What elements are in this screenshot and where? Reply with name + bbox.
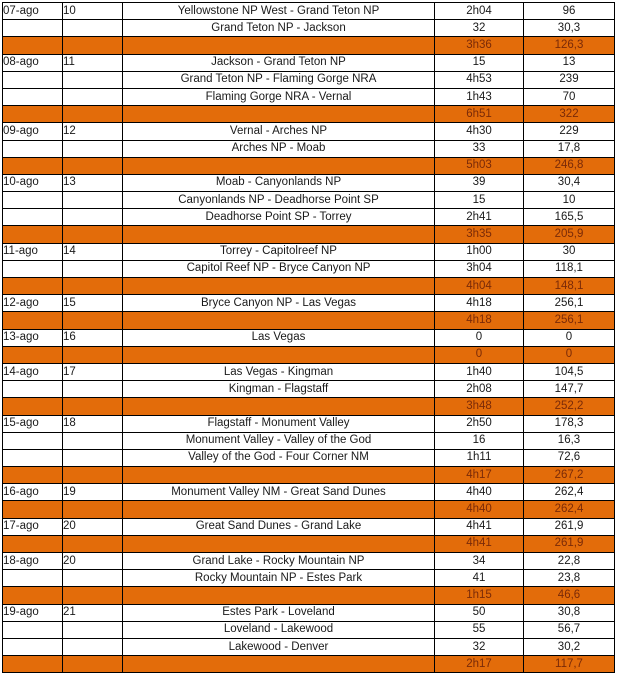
subtotal-distance-cell: 0 <box>524 346 615 363</box>
drive-time-cell: 4h53 <box>435 71 524 88</box>
day-subtotal-row <box>3 346 615 363</box>
drive-time-cell: 1h40 <box>435 363 524 380</box>
distance-cell: 13 <box>524 54 615 71</box>
date-cell: 19-ago <box>3 604 63 621</box>
leg-row <box>3 449 615 466</box>
leg-row <box>3 415 615 432</box>
subtotal-time-cell: 3h48 <box>435 398 524 415</box>
subtotal-empty-cell <box>3 398 63 415</box>
distance-cell: 229 <box>524 123 615 140</box>
day-number-cell <box>63 432 123 449</box>
day-number-cell: 10 <box>63 3 123 20</box>
subtotal-empty-cell <box>3 312 63 329</box>
subtotal-empty-cell <box>3 346 63 363</box>
day-subtotal-row <box>3 656 615 673</box>
day-subtotal-row <box>3 157 615 174</box>
drive-time-cell: 55 <box>435 621 524 638</box>
subtotal-time-cell: 6h51 <box>435 106 524 123</box>
route-cell: Torrey - Capitolreef NP <box>123 243 435 260</box>
route-cell: Canyonlands NP - Deadhorse Point SP <box>123 192 435 209</box>
route-cell: Estes Park - Loveland <box>123 604 435 621</box>
subtotal-empty-cell <box>63 37 123 54</box>
distance-cell: 23,8 <box>524 570 615 587</box>
subtotal-empty-cell <box>3 587 63 604</box>
drive-time-cell: 4h18 <box>435 295 524 312</box>
distance-cell: 30,3 <box>524 20 615 37</box>
subtotal-empty-cell <box>123 535 435 552</box>
route-cell: Rocky Mountain NP - Estes Park <box>123 570 435 587</box>
leg-row <box>3 192 615 209</box>
date-cell <box>3 449 63 466</box>
route-cell: Las Vegas - Kingman <box>123 363 435 380</box>
date-cell: 08-ago <box>3 54 63 71</box>
subtotal-empty-cell <box>63 501 123 518</box>
day-number-cell <box>63 140 123 157</box>
date-cell <box>3 381 63 398</box>
distance-cell: 104,5 <box>524 363 615 380</box>
subtotal-distance-cell: 256,1 <box>524 312 615 329</box>
leg-row <box>3 604 615 621</box>
subtotal-time-cell: 5h03 <box>435 157 524 174</box>
subtotal-empty-cell <box>123 398 435 415</box>
date-cell <box>3 71 63 88</box>
drive-time-cell: 2h04 <box>435 3 524 20</box>
drive-time-cell: 50 <box>435 604 524 621</box>
leg-row <box>3 553 615 570</box>
subtotal-empty-cell <box>63 398 123 415</box>
subtotal-empty-cell <box>3 535 63 552</box>
day-subtotal-row <box>3 37 615 54</box>
subtotal-empty-cell <box>63 312 123 329</box>
leg-row <box>3 432 615 449</box>
subtotal-empty-cell <box>123 37 435 54</box>
day-subtotal-row <box>3 501 615 518</box>
date-cell: 17-ago <box>3 518 63 535</box>
subtotal-time-cell: 4h04 <box>435 278 524 295</box>
drive-time-cell: 3h04 <box>435 260 524 277</box>
day-subtotal-row <box>3 106 615 123</box>
day-number-cell: 11 <box>63 54 123 71</box>
distance-cell: 16,3 <box>524 432 615 449</box>
drive-time-cell: 4h30 <box>435 123 524 140</box>
subtotal-distance-cell: 252,2 <box>524 398 615 415</box>
subtotal-empty-cell <box>3 278 63 295</box>
date-cell: 10-ago <box>3 174 63 191</box>
subtotal-time-cell: 4h17 <box>435 467 524 484</box>
route-cell: Great Sand Dunes - Grand Lake <box>123 518 435 535</box>
subtotal-empty-cell <box>63 226 123 243</box>
day-number-cell: 18 <box>63 415 123 432</box>
drive-time-cell: 1h11 <box>435 449 524 466</box>
drive-time-cell: 1h43 <box>435 88 524 105</box>
leg-row <box>3 295 615 312</box>
date-cell: 18-ago <box>3 553 63 570</box>
leg-row <box>3 20 615 37</box>
leg-row <box>3 140 615 157</box>
day-number-cell <box>63 621 123 638</box>
drive-time-cell: 2h08 <box>435 381 524 398</box>
drive-time-cell: 2h41 <box>435 209 524 226</box>
day-number-cell <box>63 638 123 655</box>
subtotal-empty-cell <box>63 346 123 363</box>
day-number-cell: 21 <box>63 604 123 621</box>
distance-cell: 30,8 <box>524 604 615 621</box>
day-subtotal-row <box>3 312 615 329</box>
drive-time-cell: 15 <box>435 192 524 209</box>
day-number-cell <box>63 570 123 587</box>
subtotal-empty-cell <box>3 157 63 174</box>
date-cell: 15-ago <box>3 415 63 432</box>
distance-cell: 147,7 <box>524 381 615 398</box>
route-cell: Las Vegas <box>123 329 435 346</box>
leg-row <box>3 3 615 20</box>
distance-cell: 72,6 <box>524 449 615 466</box>
leg-row <box>3 209 615 226</box>
subtotal-time-cell: 0 <box>435 346 524 363</box>
drive-time-cell: 39 <box>435 174 524 191</box>
distance-cell: 239 <box>524 71 615 88</box>
subtotal-empty-cell <box>63 467 123 484</box>
subtotal-time-cell: 4h41 <box>435 535 524 552</box>
leg-row <box>3 381 615 398</box>
route-cell: Moab - Canyonlands NP <box>123 174 435 191</box>
distance-cell: 17,8 <box>524 140 615 157</box>
date-cell: 12-ago <box>3 295 63 312</box>
subtotal-distance-cell: 126,3 <box>524 37 615 54</box>
day-number-cell: 15 <box>63 295 123 312</box>
distance-cell: 262,4 <box>524 484 615 501</box>
leg-row <box>3 363 615 380</box>
route-cell: Grand Teton NP - Flaming Gorge NRA <box>123 71 435 88</box>
subtotal-distance-cell: 267,2 <box>524 467 615 484</box>
subtotal-distance-cell: 246,8 <box>524 157 615 174</box>
date-cell <box>3 570 63 587</box>
distance-cell: 56,7 <box>524 621 615 638</box>
subtotal-empty-cell <box>63 157 123 174</box>
date-cell <box>3 432 63 449</box>
drive-time-cell: 32 <box>435 20 524 37</box>
subtotal-time-cell: 4h40 <box>435 501 524 518</box>
distance-cell: 118,1 <box>524 260 615 277</box>
distance-cell: 70 <box>524 88 615 105</box>
subtotal-empty-cell <box>123 467 435 484</box>
day-number-cell: 14 <box>63 243 123 260</box>
leg-row <box>3 123 615 140</box>
route-cell: Yellowstone NP West - Grand Teton NP <box>123 3 435 20</box>
day-subtotal-row <box>3 226 615 243</box>
route-cell: Deadhorse Point SP - Torrey <box>123 209 435 226</box>
subtotal-empty-cell <box>123 278 435 295</box>
date-cell <box>3 140 63 157</box>
date-cell: 13-ago <box>3 329 63 346</box>
day-number-cell <box>63 20 123 37</box>
day-number-cell <box>63 449 123 466</box>
drive-time-cell: 4h40 <box>435 484 524 501</box>
drive-time-cell: 2h50 <box>435 415 524 432</box>
route-cell: Jackson - Grand Teton NP <box>123 54 435 71</box>
day-subtotal-row <box>3 467 615 484</box>
date-cell: 09-ago <box>3 123 63 140</box>
distance-cell: 0 <box>524 329 615 346</box>
subtotal-empty-cell <box>63 106 123 123</box>
date-cell <box>3 209 63 226</box>
subtotal-time-cell: 4h18 <box>435 312 524 329</box>
subtotal-empty-cell <box>63 656 123 673</box>
date-cell <box>3 260 63 277</box>
drive-time-cell: 32 <box>435 638 524 655</box>
subtotal-time-cell: 3h36 <box>435 37 524 54</box>
subtotal-empty-cell <box>3 501 63 518</box>
distance-cell: 22,8 <box>524 553 615 570</box>
route-cell: Flagstaff - Monument Valley <box>123 415 435 432</box>
drive-time-cell: 41 <box>435 570 524 587</box>
leg-row <box>3 518 615 535</box>
distance-cell: 30,2 <box>524 638 615 655</box>
day-subtotal-row <box>3 535 615 552</box>
subtotal-empty-cell <box>3 106 63 123</box>
day-number-cell: 17 <box>63 363 123 380</box>
route-cell: Bryce Canyon NP - Las Vegas <box>123 295 435 312</box>
date-cell <box>3 192 63 209</box>
day-subtotal-row <box>3 398 615 415</box>
distance-cell: 178,3 <box>524 415 615 432</box>
subtotal-empty-cell <box>123 587 435 604</box>
leg-row <box>3 88 615 105</box>
leg-row <box>3 174 615 191</box>
drive-time-cell: 34 <box>435 553 524 570</box>
subtotal-empty-cell <box>3 226 63 243</box>
subtotal-distance-cell: 262,4 <box>524 501 615 518</box>
subtotal-time-cell: 1h15 <box>435 587 524 604</box>
date-cell <box>3 638 63 655</box>
day-subtotal-row <box>3 278 615 295</box>
leg-row <box>3 329 615 346</box>
distance-cell: 256,1 <box>524 295 615 312</box>
subtotal-empty-cell <box>123 106 435 123</box>
subtotal-empty-cell <box>123 501 435 518</box>
leg-row <box>3 621 615 638</box>
subtotal-empty-cell <box>123 346 435 363</box>
date-cell: 07-ago <box>3 3 63 20</box>
day-subtotal-row <box>3 587 615 604</box>
day-number-cell: 19 <box>63 484 123 501</box>
day-number-cell: 13 <box>63 174 123 191</box>
subtotal-distance-cell: 205,9 <box>524 226 615 243</box>
leg-row <box>3 260 615 277</box>
day-number-cell: 20 <box>63 518 123 535</box>
day-number-cell: 20 <box>63 553 123 570</box>
date-cell <box>3 88 63 105</box>
date-cell: 16-ago <box>3 484 63 501</box>
drive-time-cell: 15 <box>435 54 524 71</box>
distance-cell: 165,5 <box>524 209 615 226</box>
day-number-cell: 12 <box>63 123 123 140</box>
route-cell: Arches NP - Moab <box>123 140 435 157</box>
subtotal-empty-cell <box>63 535 123 552</box>
day-number-cell <box>63 88 123 105</box>
route-cell: Valley of the God - Four Corner NM <box>123 449 435 466</box>
route-cell: Vernal - Arches NP <box>123 123 435 140</box>
route-cell: Monument Valley NM - Great Sand Dunes <box>123 484 435 501</box>
distance-cell: 96 <box>524 3 615 20</box>
leg-row <box>3 71 615 88</box>
distance-cell: 30,4 <box>524 174 615 191</box>
subtotal-empty-cell <box>123 312 435 329</box>
itinerary-body <box>3 3 615 673</box>
route-cell: Loveland - Lakewood <box>123 621 435 638</box>
subtotal-time-cell: 3h35 <box>435 226 524 243</box>
drive-time-cell: 16 <box>435 432 524 449</box>
subtotal-distance-cell: 46,6 <box>524 587 615 604</box>
leg-row <box>3 570 615 587</box>
distance-cell: 261,9 <box>524 518 615 535</box>
date-cell: 14-ago <box>3 363 63 380</box>
route-cell: Capitol Reef NP - Bryce Canyon NP <box>123 260 435 277</box>
date-cell <box>3 20 63 37</box>
day-number-cell <box>63 71 123 88</box>
distance-cell: 30 <box>524 243 615 260</box>
subtotal-distance-cell: 117,7 <box>524 656 615 673</box>
subtotal-distance-cell: 148,1 <box>524 278 615 295</box>
route-cell: Grand Teton NP - Jackson <box>123 20 435 37</box>
route-cell: Monument Valley - Valley of the God <box>123 432 435 449</box>
route-cell: Lakewood - Denver <box>123 638 435 655</box>
day-number-cell <box>63 209 123 226</box>
subtotal-empty-cell <box>123 656 435 673</box>
leg-row <box>3 638 615 655</box>
subtotal-empty-cell <box>3 37 63 54</box>
itinerary-table <box>2 2 615 673</box>
leg-row <box>3 54 615 71</box>
subtotal-empty-cell <box>63 587 123 604</box>
distance-cell: 10 <box>524 192 615 209</box>
subtotal-empty-cell <box>3 656 63 673</box>
subtotal-time-cell: 2h17 <box>435 656 524 673</box>
date-cell: 11-ago <box>3 243 63 260</box>
subtotal-empty-cell <box>63 278 123 295</box>
day-number-cell: 16 <box>63 329 123 346</box>
subtotal-distance-cell: 261,9 <box>524 535 615 552</box>
date-cell <box>3 621 63 638</box>
drive-time-cell: 1h00 <box>435 243 524 260</box>
leg-row <box>3 243 615 260</box>
drive-time-cell: 4h41 <box>435 518 524 535</box>
drive-time-cell: 0 <box>435 329 524 346</box>
leg-row <box>3 484 615 501</box>
day-number-cell <box>63 260 123 277</box>
route-cell: Flaming Gorge NRA - Vernal <box>123 88 435 105</box>
route-cell: Kingman - Flagstaff <box>123 381 435 398</box>
subtotal-empty-cell <box>123 157 435 174</box>
subtotal-empty-cell <box>3 467 63 484</box>
subtotal-empty-cell <box>123 226 435 243</box>
subtotal-distance-cell: 322 <box>524 106 615 123</box>
day-number-cell <box>63 381 123 398</box>
day-number-cell <box>63 192 123 209</box>
drive-time-cell: 33 <box>435 140 524 157</box>
route-cell: Grand Lake - Rocky Mountain NP <box>123 553 435 570</box>
